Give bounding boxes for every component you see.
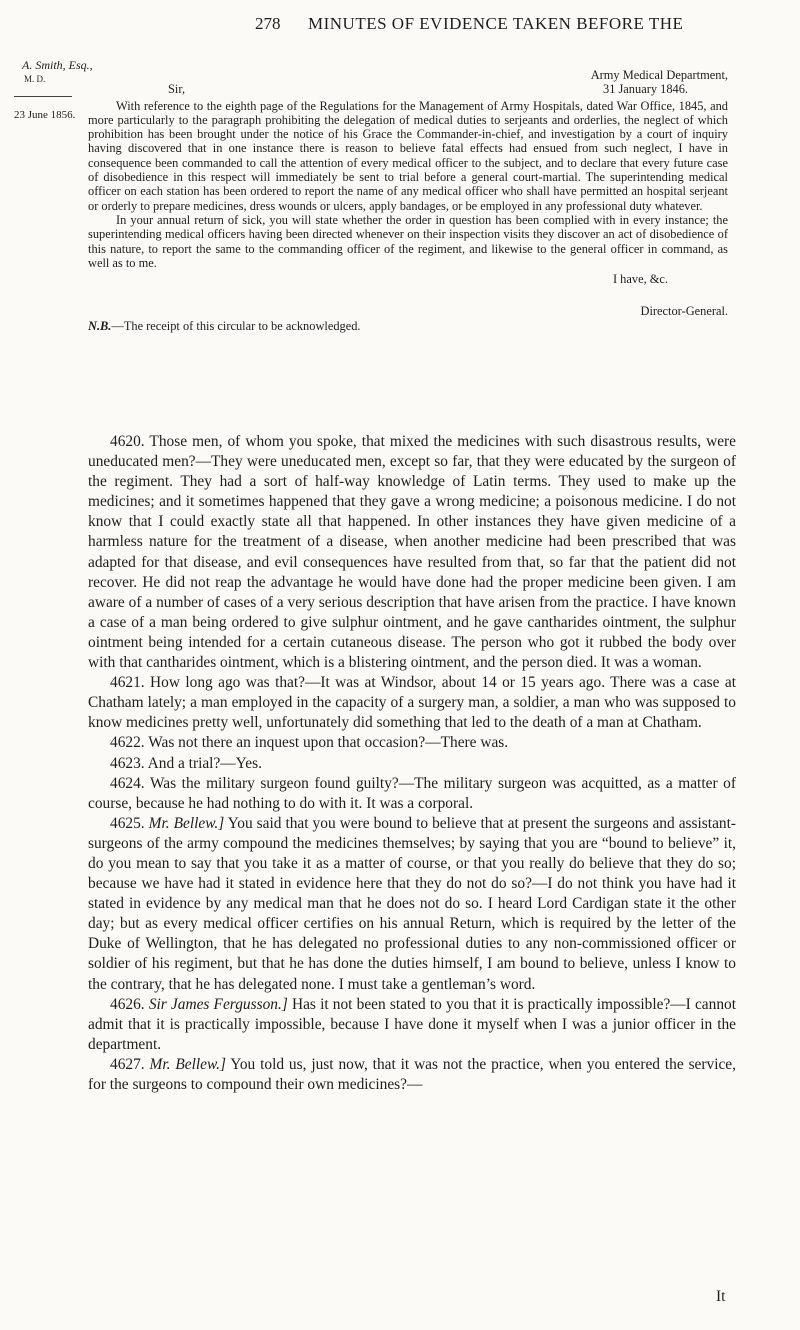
page-number: 278 bbox=[255, 14, 281, 33]
question-number: 4625. bbox=[110, 814, 145, 832]
question-number: 4621. bbox=[110, 674, 145, 692]
note-text: —The receipt of this circular to be acknowledged. bbox=[111, 318, 361, 333]
question-number: 4622. bbox=[110, 734, 145, 752]
minute-paragraph bbox=[88, 673, 736, 733]
minute-paragraph bbox=[88, 733, 736, 753]
question-number: 4620. bbox=[110, 433, 145, 450]
circular-department: Army Medical Department, bbox=[590, 68, 728, 82]
question-text: Has it not been stated to you that it is practically impossible?—I cannot admit that it is practically impossible, because I have done it myself when I was a junior officer in the department. bbox=[88, 995, 736, 1053]
note-label: N.B. bbox=[88, 318, 112, 333]
minute-paragraph bbox=[88, 814, 736, 995]
question-text: Was the military surgeon found guilty?—The military surgeon was acquitted, as a matter of course, because he had nothing to do with it. It was a corporal. bbox=[88, 774, 736, 812]
minute-paragraph bbox=[88, 995, 736, 1055]
question-text: You said that you were bound to believe that at present the surgeons and assistant-surgeons of the army compound the medicines themselves; by saying that you are “bound to believe” it, do you mean to say that you take it as a matter of course, or that you really do believe that they do so; because we have had it stated in evidence here that they do not do so?—I do not think you have had it stated in evidence by any medical man that he does not do so. I heard Lord Cardigan state it the other day; but as every medical officer certifies on his annual Return, which is required by the letter of the Duke of Wellington, that he has delegated no professional duties to any non-commissioned officer or soldier of his regiment, but that he has done the duties himself, I am bound to believe, unless I know to the contrary, that he has delegated none. I must take a gentleman’s word. bbox=[88, 814, 736, 993]
circular-body bbox=[88, 99, 728, 271]
circular-note bbox=[88, 319, 728, 333]
minute-paragraph bbox=[88, 432, 736, 673]
question-text: You told us, just now, that it was not the practice, when you entered the service, for the surgeons to compound their own medicines?— bbox=[88, 1055, 736, 1093]
question-text: And a trial?—Yes. bbox=[147, 754, 262, 772]
margin-witness-name: A. Smith, Esq., bbox=[22, 58, 93, 72]
minute-paragraph bbox=[88, 774, 736, 814]
speaker: Mr. Bellew.] bbox=[149, 1055, 226, 1073]
circular-date: 31 January 1846. bbox=[603, 82, 688, 97]
margin-divider bbox=[14, 96, 72, 97]
question-number: 4627. bbox=[110, 1055, 145, 1073]
catchword: It bbox=[716, 1288, 726, 1305]
running-head: MINUTES OF EVIDENCE TAKEN BEFORE THE bbox=[308, 14, 684, 33]
minute-paragraph bbox=[88, 1055, 736, 1095]
question-number: 4624. bbox=[110, 774, 145, 792]
margin-date: 23 June 1856. bbox=[14, 109, 76, 121]
margin-witness-degree: M. D. bbox=[24, 74, 46, 84]
circular-signature: Director-General. bbox=[640, 304, 728, 319]
minute-paragraph bbox=[88, 754, 736, 774]
circular-closing: I have, &c. bbox=[612, 272, 668, 287]
speaker: Mr. Bellew.] bbox=[148, 814, 225, 832]
circular-paragraph: In your annual return of sick, you will state whether the order in question has been complied with in every instance; the superintending medical officers having been directed whenever on their inspection visits they discover an act of disobedience of this nature, to report the same to the commanding officer of the regiment, and likewise to the general officer in command, as well as to me. bbox=[88, 212, 728, 270]
circular-letter bbox=[88, 68, 728, 333]
question-number: 4626. bbox=[110, 995, 145, 1013]
question-text: Was not there an inquest upon that occasion?—There was. bbox=[148, 734, 509, 752]
minutes-body bbox=[88, 432, 736, 1095]
question-text: How long ago was that?—It was at Windsor, about 14 or 15 years ago. There was a case at Chatham lately; a man employed in the capacity of a surgery man, a soldier, a man who was supposed to know medicines pretty well, unfortunately did something that led to the death of a man at Chatham. bbox=[88, 674, 736, 732]
circular-salutation: Sir, bbox=[168, 82, 186, 97]
circular-paragraph: With reference to the eighth page of the Regulations for the Management of Army Hospitals, dated War Office, 1845, and more particularly to the paragraph prohibiting the delegation of medical duties to serjeants and orderlies, the neglect of which prohibition has been brought under the notice of his Grace the Commander-in-chief, and investigation by a court of inquiry having discovered that in one instance there is reason to believe fatal effects had ensued from such neglect, I have in consequence been commanded to call the attention of every medical officer to the subject, and to declare that every future case of disobedience in this respect will immediately be sent to trial before a general court-martial. The superintending medical officer on each station has been ordered to report the name of any medical officer who shall have permitted an hospital serjeant or orderly to prepare medicines, dress wounds or ulcers, apply bandages, or be employed in any professional duty whatever. bbox=[88, 98, 728, 213]
speaker: Sir James Fergusson.] bbox=[148, 995, 288, 1013]
question-text: Those men, of whom you spoke, that mixed the medicines with such disastrous results, were uneducated men?—They were uneducated men, except so far, that they were educated by the surgeon of the regiment. They had a sort of half-way knowledge of Latin terms. They used to make up the medicines; and it sometimes happened that they gave a wrong medicine; a poisonous medicine. I do not know that I could exactly state all that happened. In other instances they have given medicine of a harmless nature for the treatment of a disease, when another medicine had been prescribed that was adapted for that disease, and evil consequences have resulted from that, so far that the patient did not recover. He did not reap the advantage he would have done had the proper medicine been given. I am aware of a number of cases of a very serious description that have arisen from the practice. I have known a case of a man being ordered to give sulphur ointment, and he gave cantharides ointment, the sulphur ointment being intended for a certain cutaneous disease. The person who got it rubbed the body over with that cantharides ointment, which is a blistering ointment, and the person died. It was a woman. bbox=[88, 433, 736, 672]
question-number: 4623. bbox=[110, 754, 145, 772]
